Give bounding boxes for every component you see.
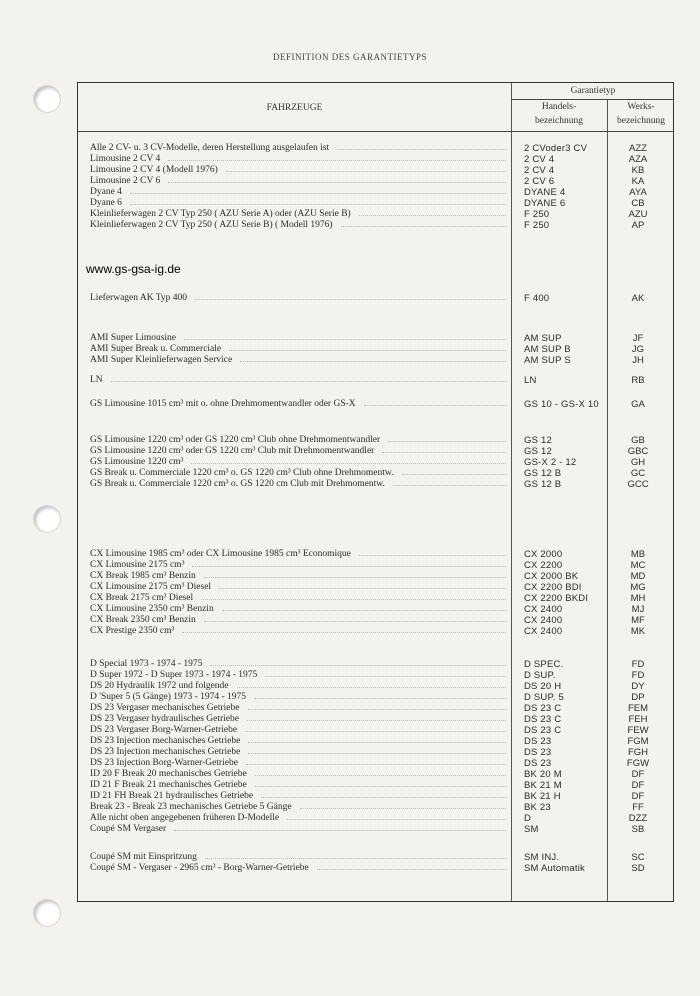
handelsbezeichnung-cell: CX 2200 — [524, 560, 563, 571]
vehicle-name: ID 21 F Break 21 mechanisches Getriebe — [90, 780, 247, 790]
dot-leader — [168, 182, 506, 183]
werksbezeichnung-cell: SB — [631, 824, 645, 835]
table-row — [78, 852, 673, 863]
vehicle-name: DS 23 Injection Borg-Warner-Getriebe — [90, 758, 238, 768]
dot-leader — [265, 676, 506, 677]
vehicle-name: DS 23 Vergaser hydraulisches Getriebe — [90, 714, 239, 724]
table-row — [78, 355, 673, 366]
table-row — [78, 571, 673, 582]
dot-leader — [222, 610, 506, 611]
werksbezeichnung-cell: MJ — [631, 604, 645, 615]
vehicle-name: Alle nicht oben angegebenen früheren D-Modelle — [90, 813, 280, 823]
handelsbezeichnung-cell: GS-X 2 - 12 — [524, 457, 577, 468]
table-row — [78, 714, 673, 725]
dot-leader — [195, 299, 506, 300]
dot-leader — [300, 808, 506, 809]
werksbezeichnung-cell: GH — [630, 457, 646, 468]
header-handels-line1: Handels- — [541, 102, 577, 112]
warranty-type-table — [77, 82, 674, 902]
handelsbezeichnung-cell: F 250 — [524, 209, 550, 220]
werksbezeichnung-cell: AZZ — [629, 143, 647, 154]
werksbezeichnung-cell: SD — [631, 863, 645, 874]
table-row — [78, 479, 673, 490]
handelsbezeichnung-cell: D — [524, 813, 532, 824]
dot-leader — [337, 149, 506, 150]
handelsbezeichnung-cell: SM Automatik — [524, 863, 586, 874]
vehicle-name: DS 23 Injection mechanisches Getriebe — [90, 736, 241, 746]
table-row — [78, 758, 673, 769]
handelsbezeichnung-cell: CX 2200 BDI — [524, 582, 582, 593]
dot-leader — [255, 786, 506, 787]
handelsbezeichnung-cell: GS 12 B — [524, 468, 562, 479]
werksbezeichnung-cell: DY — [631, 681, 645, 692]
table-row — [78, 780, 673, 791]
werksbezeichnung-cell: JF — [632, 333, 644, 344]
dot-leader — [359, 215, 506, 216]
dot-leader — [287, 819, 506, 820]
table-row — [78, 435, 673, 446]
werksbezeichnung-cell: FEH — [628, 714, 648, 725]
handelsbezeichnung-cell: CX 2000 — [524, 549, 563, 560]
handelsbezeichnung-cell: 2 CVoder3 CV — [524, 143, 588, 154]
vehicle-name: AMI Super Kleinlieferwagen Service — [90, 355, 233, 365]
handelsbezeichnung-cell: AM SUP B — [524, 344, 571, 355]
werksbezeichnung-cell: DP — [631, 692, 645, 703]
header-handelsbezeichnung — [511, 102, 607, 127]
table-row — [78, 209, 673, 220]
werksbezeichnung-cell: GA — [631, 399, 645, 410]
header-fahrzeuge: FAHRZEUGE — [266, 103, 323, 113]
vehicle-name: CX Limousine 2175 cm³ Diesel — [90, 582, 212, 592]
handelsbezeichnung-cell: DYANE 6 — [524, 198, 566, 209]
dot-leader — [201, 599, 506, 600]
handelsbezeichnung-cell: DS 20 H — [524, 681, 562, 692]
vehicle-name: D Special 1973 - 1974 - 1975 — [90, 659, 203, 669]
header-handels-line2: bezeichnung — [534, 116, 583, 126]
punch-hole-bottom — [34, 900, 60, 926]
table-row — [78, 293, 673, 304]
werksbezeichnung-cell: FEW — [627, 725, 649, 736]
vehicle-name: CX Break 2175 cm³ Diesel — [90, 593, 194, 603]
dot-leader — [192, 566, 506, 567]
vehicle-name: AMI Super Break u. Commerciale — [90, 344, 222, 354]
handelsbezeichnung-cell: DS 23 — [524, 747, 552, 758]
dot-leader — [229, 350, 506, 351]
vehicle-name: Alle 2 CV- u. 3 CV-Modelle, deren Herstellung ausgelaufen ist — [90, 143, 330, 153]
header-bottom-rule — [78, 131, 673, 132]
werksbezeichnung-cell: KA — [631, 176, 645, 187]
vehicle-name: ID 21 FH Break 21 hydraulisches Getriebe — [90, 791, 254, 801]
table-row — [78, 333, 673, 344]
handelsbezeichnung-cell: SM — [524, 824, 539, 835]
werksbezeichnung-cell: DF — [631, 780, 645, 791]
handelsbezeichnung-cell: DYANE 4 — [524, 187, 566, 198]
vehicle-name: GS Break u. Commerciale 1220 cm³ o. GS 1220 cm³ Club ohne Drehmomentw. — [90, 468, 394, 478]
vehicle-name: CX Limousine 1985 cm³ oder CX Limousine 1985 cm³ Economique — [90, 549, 351, 559]
vehicle-name: CX Limousine 2175 cm³ — [90, 560, 185, 570]
handelsbezeichnung-cell: AM SUP S — [524, 355, 571, 366]
handelsbezeichnung-cell: GS 10 - GS-X 10 — [524, 399, 599, 410]
werksbezeichnung-cell: AK — [631, 293, 645, 304]
dot-leader — [393, 485, 506, 486]
vehicle-name: CX Break 2350 cm³ Benzin — [90, 615, 196, 625]
dot-leader — [130, 193, 506, 194]
werksbezeichnung-cell: AYA — [629, 187, 647, 198]
dot-leader — [317, 869, 506, 870]
punch-hole-middle — [34, 506, 60, 532]
website-watermark: www.gs-gsa-ig.de — [86, 262, 181, 276]
vehicle-name: Limousine 2 CV 6 — [90, 176, 161, 186]
handelsbezeichnung-cell: CX 2200 BKDI — [524, 593, 589, 604]
vehicle-name: Dyane 6 — [90, 198, 122, 208]
handelsbezeichnung-cell: D SUP. — [524, 670, 556, 681]
vehicle-name: ID 20 F Break 20 mechanisches Getriebe — [90, 769, 247, 779]
dot-leader — [204, 621, 506, 622]
handelsbezeichnung-cell: CX 2400 — [524, 615, 563, 626]
header-werks-line1: Werks- — [627, 102, 655, 112]
handelsbezeichnung-cell: LN — [524, 375, 537, 386]
dot-leader — [182, 632, 506, 633]
dot-leader — [254, 698, 506, 699]
dot-leader — [402, 474, 506, 475]
vehicle-name: GS Limousine 1015 cm³ mit o. ohne Drehmomentwandler oder GS-X — [90, 399, 356, 409]
dot-leader — [248, 753, 506, 754]
handelsbezeichnung-cell: F 400 — [524, 293, 550, 304]
handelsbezeichnung-cell: 2 CV 4 — [524, 154, 555, 165]
handelsbezeichnung-cell: CX 2000 BK — [524, 571, 579, 582]
dot-leader — [247, 720, 506, 721]
handelsbezeichnung-cell: BK 21 H — [524, 791, 561, 802]
vehicle-name: Coupé SM - Vergaser - 2965 cm³ - Borg-Warner-Getriebe — [90, 863, 309, 873]
table-row — [78, 703, 673, 714]
handelsbezeichnung-cell: 2 CV 4 — [524, 165, 555, 176]
handelsbezeichnung-cell: GS 12 — [524, 435, 552, 446]
vehicle-name: DS 23 Vergaser Borg-Warner-Getriebe — [90, 725, 238, 735]
werksbezeichnung-cell: DZZ — [628, 813, 648, 824]
table-row — [78, 220, 673, 231]
werksbezeichnung-cell: RB — [631, 375, 645, 386]
dot-leader — [364, 405, 506, 406]
punch-hole-top — [34, 86, 60, 112]
table-row — [78, 681, 673, 692]
vehicle-name: LN — [90, 375, 103, 385]
dot-leader — [246, 764, 506, 765]
handelsbezeichnung-cell: DS 23 C — [524, 714, 562, 725]
dot-leader — [205, 858, 506, 859]
werksbezeichnung-cell: MG — [630, 582, 646, 593]
dot-leader — [388, 441, 506, 442]
table-row — [78, 725, 673, 736]
vehicle-name: GS Break u. Commerciale 1220 cm³ o. GS 1220 cm Club mit Drehmomentw. — [90, 479, 385, 489]
handelsbezeichnung-cell: BK 21 M — [524, 780, 562, 791]
werksbezeichnung-cell: MD — [630, 571, 646, 582]
table-row — [78, 813, 673, 824]
werksbezeichnung-cell: MC — [630, 560, 646, 571]
vehicle-name: CX Prestige 2350 cm³ — [90, 626, 175, 636]
vehicle-name: AMI Super Limousine — [90, 333, 177, 343]
werksbezeichnung-cell: SC — [631, 852, 645, 863]
werksbezeichnung-cell: FGW — [626, 758, 650, 769]
vehicle-name: Coupé SM mit Einspritzung — [90, 852, 197, 862]
table-row — [78, 457, 673, 468]
vehicle-name: Limousine 2 CV 4 (Modell 1976) — [90, 165, 218, 175]
dot-leader — [210, 665, 506, 666]
werksbezeichnung-cell: AZU — [628, 209, 648, 220]
table-row — [78, 399, 673, 410]
table-row — [78, 747, 673, 758]
handelsbezeichnung-cell: GS 12 B — [524, 479, 562, 490]
vehicle-name: Break 23 - Break 23 mechanisches Getriebe 5 Gänge — [90, 802, 292, 812]
werksbezeichnung-cell: FF — [632, 802, 644, 813]
werksbezeichnung-cell: FD — [631, 670, 645, 681]
dot-leader — [248, 709, 506, 710]
vehicle-name: D 'Super 5 (5 Gänge) 1973 - 1974 - 1975 — [90, 692, 247, 702]
handelsbezeichnung-cell: AM SUP — [524, 333, 562, 344]
table-row — [78, 176, 673, 187]
werksbezeichnung-cell: AZA — [628, 154, 648, 165]
table-row — [78, 154, 673, 165]
handelsbezeichnung-cell: SM INJ. — [524, 852, 560, 863]
dot-leader — [245, 731, 506, 732]
dot-leader — [248, 742, 506, 743]
table-row — [78, 626, 673, 637]
table-row — [78, 375, 673, 386]
vehicle-name: CX Break 1985 cm³ Benzin — [90, 571, 196, 581]
vehicle-name: Limousine 2 CV 4 — [90, 154, 161, 164]
vehicle-name: Dyane 4 — [90, 187, 122, 197]
table-row — [78, 604, 673, 615]
werksbezeichnung-cell: DF — [631, 791, 645, 802]
header-werksbezeichnung — [607, 102, 675, 127]
header-divider-garantietyp — [511, 99, 673, 100]
dot-leader — [341, 226, 506, 227]
vehicle-name: Kleinlieferwagen 2 CV Typ 250 ( AZU Serie A) oder (AZU Serie B) — [90, 209, 351, 219]
werksbezeichnung-cell: MF — [631, 615, 645, 626]
werksbezeichnung-cell: MH — [630, 593, 646, 604]
handelsbezeichnung-cell: DS 23 — [524, 736, 552, 747]
vehicle-name: DS 23 Injection mechanisches Getriebe — [90, 747, 241, 757]
dot-leader — [255, 775, 506, 776]
table-row — [78, 582, 673, 593]
table-row — [78, 659, 673, 670]
werksbezeichnung-cell: KB — [631, 165, 645, 176]
table-row — [78, 802, 673, 813]
table-row — [78, 769, 673, 780]
table-row — [78, 863, 673, 874]
vehicle-name: DS 20 Hydraulik 1972 und folgende — [90, 681, 229, 691]
vehicle-name: D Super 1972 - D Super 1973 - 1974 - 1975 — [90, 670, 258, 680]
dot-leader — [130, 204, 506, 205]
werksbezeichnung-cell: GCC — [627, 479, 649, 490]
werksbezeichnung-cell: FEM — [627, 703, 649, 714]
werksbezeichnung-cell: GC — [630, 468, 646, 479]
werksbezeichnung-cell: GBC — [627, 446, 649, 457]
handelsbezeichnung-cell: 2 CV 6 — [524, 176, 555, 187]
dot-leader — [359, 555, 506, 556]
table-row — [78, 560, 673, 571]
vehicle-name: Kleinlieferwagen 2 CV Typ 250 ( AZU Serie B) ( Modell 1976) — [90, 220, 333, 230]
dot-leader — [191, 463, 506, 464]
dot-leader — [168, 160, 506, 161]
table-row — [78, 143, 673, 154]
vehicle-name: GS Limousine 1220 cm³ — [90, 457, 184, 467]
table-row — [78, 615, 673, 626]
dot-leader — [240, 361, 506, 362]
dot-leader — [219, 588, 506, 589]
table-row — [78, 824, 673, 835]
werksbezeichnung-cell: CB — [631, 198, 645, 209]
dot-leader — [204, 577, 506, 578]
dot-leader — [184, 339, 506, 340]
werksbezeichnung-cell: FGM — [627, 736, 649, 747]
handelsbezeichnung-cell: DS 23 — [524, 758, 552, 769]
table-row — [78, 593, 673, 604]
handelsbezeichnung-cell: CX 2400 — [524, 604, 563, 615]
table-row — [78, 446, 673, 457]
header-werks-line2: bezeichnung — [616, 116, 665, 126]
werksbezeichnung-cell: JG — [631, 344, 645, 355]
table-row — [78, 549, 673, 560]
vehicle-name: Coupé SM Vergaser — [90, 824, 167, 834]
werksbezeichnung-cell: JH — [632, 355, 644, 366]
table-row — [78, 198, 673, 209]
table-row — [78, 791, 673, 802]
handelsbezeichnung-cell: D SUP. 5 — [524, 692, 564, 703]
table-row — [78, 736, 673, 747]
handelsbezeichnung-cell: DS 23 C — [524, 725, 562, 736]
vehicle-name: Lieferwagen AK Typ 400 — [90, 293, 188, 303]
handelsbezeichnung-cell: DS 23 C — [524, 703, 562, 714]
table-row — [78, 187, 673, 198]
table-row — [78, 692, 673, 703]
dot-leader — [237, 687, 506, 688]
werksbezeichnung-cell: GB — [631, 435, 645, 446]
handelsbezeichnung-cell: BK 23 — [524, 802, 551, 813]
header-garantietyp: Garantietyp — [570, 86, 616, 96]
dot-leader — [226, 171, 506, 172]
werksbezeichnung-cell: MB — [630, 549, 646, 560]
werksbezeichnung-cell: AP — [631, 220, 645, 231]
handelsbezeichnung-cell: BK 20 M — [524, 769, 562, 780]
dot-leader — [382, 452, 506, 453]
vehicle-name: GS Limousine 1220 cm³ oder GS 1220 cm³ Club ohne Drehmomentwandler — [90, 435, 381, 445]
page-title: DEFINITION DES GARANTIETYPS — [273, 52, 427, 62]
werksbezeichnung-cell: FGH — [627, 747, 649, 758]
vehicle-name: CX Limousine 2350 cm³ Benzin — [90, 604, 214, 614]
table-row — [78, 165, 673, 176]
table-row — [78, 670, 673, 681]
werksbezeichnung-cell: MK — [630, 626, 646, 637]
dot-leader — [261, 797, 506, 798]
vehicle-name: GS Limousine 1220 cm³ oder GS 1220 cm³ Club mit Drehmomentwandler — [90, 446, 375, 456]
handelsbezeichnung-cell: GS 12 — [524, 446, 552, 457]
dot-leader — [174, 830, 506, 831]
handelsbezeichnung-cell: F 250 — [524, 220, 550, 231]
dot-leader — [111, 381, 506, 382]
werksbezeichnung-cell: FD — [631, 659, 645, 670]
vehicle-name: DS 23 Vergaser mechanisches Getriebe — [90, 703, 240, 713]
werksbezeichnung-cell: DF — [631, 769, 645, 780]
table-row — [78, 468, 673, 479]
handelsbezeichnung-cell: D SPEC. — [524, 659, 564, 670]
table-row — [78, 344, 673, 355]
handelsbezeichnung-cell: CX 2400 — [524, 626, 563, 637]
